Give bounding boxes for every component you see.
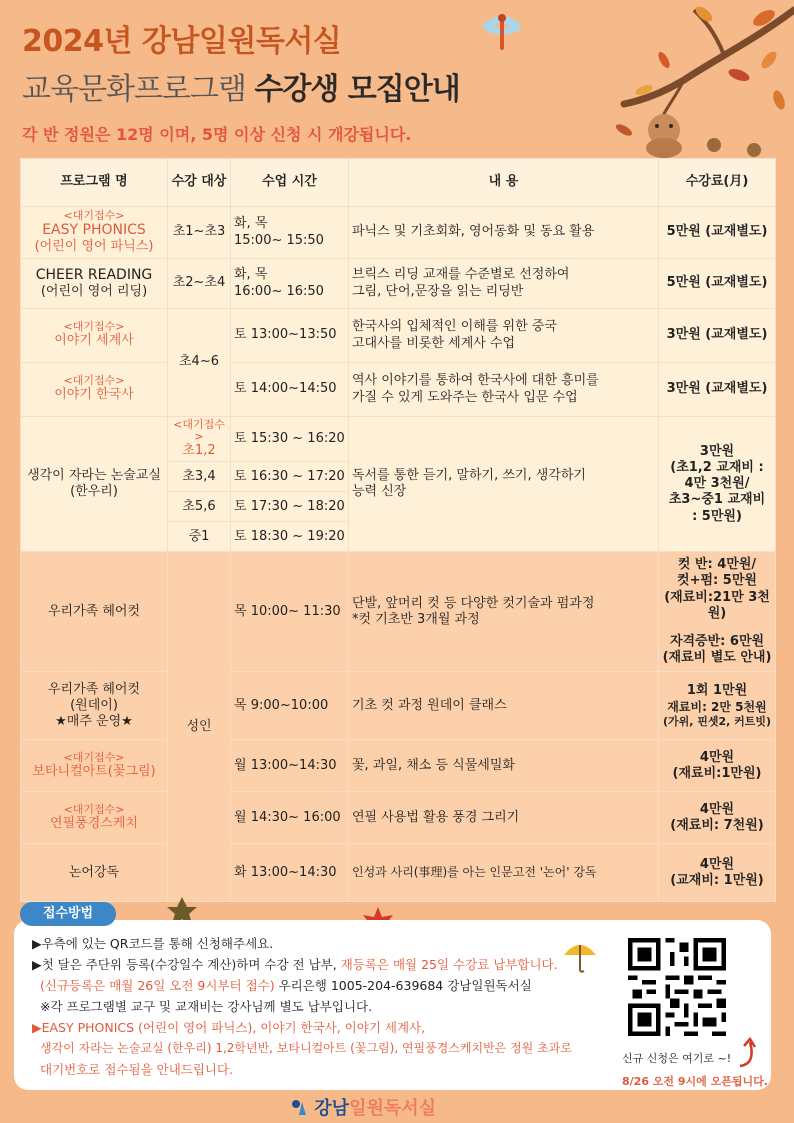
fee-line: 컷+펌: 5만원 xyxy=(677,573,757,589)
fee-line: (재료비:21만 3천원) xyxy=(664,589,770,621)
time-cell: 목 10:00~ 11:30 xyxy=(231,552,349,672)
howto-line: ▶EASY PHONICS (어린이 영어 파닉스), 이야기 한국사, 이야기 세계사, xyxy=(32,1020,426,1035)
program-name: 이야기 세계사 xyxy=(54,333,134,349)
target-cell: 초4~6 xyxy=(168,309,231,417)
program-name: 보타니컬아트(꽃그림) xyxy=(32,763,156,779)
time-hours: 15:00~ 15:50 xyxy=(234,232,324,248)
time-cell: 토 15:30 ~ 16:20 xyxy=(231,417,349,462)
fee-line: 4만원 xyxy=(699,856,735,872)
time-cell: 토 16:30 ~ 17:20 xyxy=(231,462,349,492)
footer-brand xyxy=(290,1094,436,1120)
content-line: 브릭스 리딩 교재를 수준별로 선정하여 xyxy=(352,267,570,283)
time-cell xyxy=(231,259,349,309)
fee-cell xyxy=(659,740,776,792)
time-cell: 토 14:00~14:50 xyxy=(231,363,349,417)
program-name-cell xyxy=(21,259,168,309)
program-note: ★매주 운영★ xyxy=(55,714,133,730)
time-cell xyxy=(231,207,349,259)
fee-cell: 5만원 (교재별도) xyxy=(659,259,776,309)
content-cell xyxy=(349,363,659,417)
target-cell: 초3,4 xyxy=(168,462,231,492)
target-cell: 초2~초4 xyxy=(168,259,231,309)
howto-line xyxy=(32,975,612,996)
content-line: 독서를 통한 듣기, 말하기, 쓰기, 생각하기 xyxy=(352,467,586,483)
fee-cell xyxy=(659,417,776,552)
fee-line: 4만원 xyxy=(699,801,735,817)
header-fee: 수강료(月) xyxy=(659,159,776,207)
table-row xyxy=(21,672,776,740)
fee-line: 자격증반: 6만원 xyxy=(669,634,765,650)
fee-line: (재료비 별도 안내) xyxy=(662,650,772,666)
fee-cell xyxy=(659,552,776,672)
fee-line: (교재비: 1만원) xyxy=(670,872,764,888)
waitlist-tag: <대기접수> xyxy=(63,320,125,334)
howto-highlight: 재등록은 매월 25일 수강료 납부합니다. xyxy=(340,957,558,972)
fee-line: 재료비: 2만 5천원 xyxy=(667,699,767,714)
target-cell: 초1~초3 xyxy=(168,207,231,259)
fee-cell: 3만원 (교재별도) xyxy=(659,363,776,417)
content-cell xyxy=(349,259,659,309)
fee-line: : 5만원) xyxy=(692,508,742,524)
fee-line: (가위, 핀셋2, 커트빗) xyxy=(662,714,772,728)
subtitle-part-b: 수강생 모집안내 xyxy=(254,72,460,107)
fee-line: 컷 반: 4만원/ xyxy=(677,557,757,573)
fee-cell xyxy=(659,844,776,902)
program-subname: (어린이 영어 파닉스) xyxy=(34,239,154,255)
program-name-cell xyxy=(21,417,168,552)
qr-open-notice: 8/26 오전 9시에 오픈됩니다. xyxy=(622,1075,768,1088)
time-cell: 토 17:30 ~ 18:20 xyxy=(231,492,349,522)
content-line: 단발, 앞머리 컷 등 다양한 컷기술과 펌과정 xyxy=(352,595,595,611)
time-cell: 목 9:00~10:00 xyxy=(231,672,349,740)
table-row xyxy=(21,740,776,792)
content-line: 그림, 단어,문장을 읽는 리딩반 xyxy=(352,283,524,299)
fee-cell: 3만원 (교재별도) xyxy=(659,309,776,363)
fee-line: 4만 3천원/ xyxy=(684,476,750,492)
program-name: 생각이 자라는 논술교실 xyxy=(27,467,161,483)
qr-code[interactable] xyxy=(628,938,726,1036)
fee-line: (초1,2 교재비 : xyxy=(670,459,764,475)
brand-name-b: 일원독서실 xyxy=(349,1098,437,1119)
fee-line: 4만원 xyxy=(699,749,735,765)
header-time: 수업 시간 xyxy=(231,159,349,207)
content-line: *컷 기초반 3개월 과정 xyxy=(352,611,480,627)
content-line: 고대사를 비롯한 세계사 수업 xyxy=(352,335,516,351)
program-name: 이야기 한국사 xyxy=(54,387,134,403)
time-cell: 월 13:00~14:30 xyxy=(231,740,349,792)
content-line: 가질 수 있게 도와주는 한국사 입문 수업 xyxy=(352,389,578,405)
page-title: 2024년 강남일원독서실 xyxy=(22,24,342,59)
autumn-branch-illustration xyxy=(564,0,794,170)
content-line: 한국사의 입체적인 이해를 위한 중국 xyxy=(352,319,557,335)
target-value: 초1,2 xyxy=(182,443,216,459)
howto-line: 대기번호로 접수됨을 안내드립니다. xyxy=(40,1062,234,1077)
table-row xyxy=(21,792,776,844)
table-row xyxy=(21,417,776,462)
fee-line: 초3~중1 교재비 xyxy=(668,492,766,508)
target-cell: 성인 xyxy=(168,552,231,902)
dragonfly-illustration xyxy=(478,10,526,54)
content-cell: 기초 컷 과정 원데이 클래스 xyxy=(349,672,659,740)
program-name: 우리가족 헤어컷 xyxy=(47,681,141,697)
howto-line xyxy=(32,954,612,975)
fee-cell xyxy=(659,792,776,844)
table-row xyxy=(21,207,776,259)
content-cell xyxy=(349,417,659,552)
content-cell: 꽃, 과일, 채소 등 식물세밀화 xyxy=(349,740,659,792)
program-name: CHEER READING xyxy=(35,266,153,283)
waitlist-tag: <대기접수> xyxy=(63,208,125,222)
header-content: 내 용 xyxy=(349,159,659,207)
umbrella-icon xyxy=(560,935,600,975)
time-cell: 토 13:00~13:50 xyxy=(231,309,349,363)
fee-cell: 5만원 (교재별도) xyxy=(659,207,776,259)
program-name-cell: 우리가족 헤어컷 xyxy=(21,552,168,672)
time-days: 화, 목 xyxy=(234,267,268,283)
table-row xyxy=(21,309,776,363)
program-subname: (한우리) xyxy=(70,484,118,500)
program-name: 연필풍경스케치 xyxy=(50,815,138,831)
waitlist-tag: <대기접수> xyxy=(173,418,225,444)
waitlist-tag: <대기접수> xyxy=(63,374,125,388)
howto-text: ▶첫 달은 주단위 등록(수강일수 계산)하며 수강 전 납부, xyxy=(32,957,341,972)
target-cell: 중1 xyxy=(168,522,231,552)
program-name-cell xyxy=(21,363,168,417)
target-cell xyxy=(168,417,231,462)
table-row xyxy=(21,363,776,417)
subtitle-part-a: 교육문화프로그램 xyxy=(22,72,255,107)
program-table xyxy=(20,158,776,902)
fee-line: (재료비: 7천원) xyxy=(670,817,764,833)
target-cell: 초5,6 xyxy=(168,492,231,522)
brand-name-a: 강남 xyxy=(314,1098,350,1119)
content-cell xyxy=(349,309,659,363)
program-name-cell xyxy=(21,740,168,792)
program-name-cell xyxy=(21,672,168,740)
time-cell: 화 13:00~14:30 xyxy=(231,844,349,902)
content-cell: 파닉스 및 기초회화, 영어동화 및 동요 활용 xyxy=(349,207,659,259)
program-name-cell xyxy=(21,207,168,259)
fee-spacer xyxy=(662,622,772,634)
header-target: 수강 대상 xyxy=(168,159,231,207)
howto-highlight: (신규등록은 매월 26일 오전 9시부터 접수) xyxy=(40,978,275,993)
how-to-apply-tag: 접수방법 xyxy=(20,902,116,926)
waitlist-tag: <대기접수> xyxy=(63,802,125,816)
content-cell: 연필 사용법 활용 풍경 그리기 xyxy=(349,792,659,844)
howto-line: 생각이 자라는 논술교실 (한우리) 1,2학년반, 보타니컬아트 (꽃그림), 연필풍경스케치반은 정원 초과로 xyxy=(40,1041,572,1055)
header-program: 프로그램 명 xyxy=(21,159,168,207)
qr-caption: 신규 신청은 여기로 ~! xyxy=(622,1052,732,1065)
howto-line: ※각 프로그램별 교구 및 교재비는 강사님께 별도 납부입니다. xyxy=(40,999,373,1014)
fee-line: 3만원 xyxy=(699,443,735,459)
table-row xyxy=(21,259,776,309)
fee-line: 1회 1만원 xyxy=(686,683,748,699)
content-line: 역사 이야기를 통하여 한국사에 대한 흥미를 xyxy=(352,373,599,389)
waitlist-tag: <대기접수> xyxy=(63,750,125,764)
fee-line: (재료비:1만원) xyxy=(672,765,762,781)
content-cell xyxy=(349,552,659,672)
table-row xyxy=(21,552,776,672)
time-cell: 월 14:30~ 16:00 xyxy=(231,792,349,844)
content-cell: 인성과 사리(事理)를 아는 인문고전 '논어' 강독 xyxy=(349,844,659,902)
program-name: EASY PHONICS xyxy=(42,221,146,238)
table-header-row xyxy=(21,159,776,207)
content-line: 능력 신장 xyxy=(352,484,407,500)
program-name-cell xyxy=(21,309,168,363)
capacity-notice: 각 반 정원은 12명 이며, 5명 이상 신청 시 개강됩니다. xyxy=(22,125,412,144)
arrow-up-icon xyxy=(736,1036,760,1070)
brand-logo-icon xyxy=(290,1098,308,1116)
program-name-cell: 논어강독 xyxy=(21,844,168,902)
time-hours: 16:00~ 16:50 xyxy=(234,283,324,299)
time-cell: 토 18:30 ~ 19:20 xyxy=(231,522,349,552)
page-subtitle xyxy=(22,64,460,108)
howto-text: 우리은행 1005-204-639684 강남일원독서실 xyxy=(274,978,532,993)
program-name-cell xyxy=(21,792,168,844)
time-days: 화, 목 xyxy=(234,216,268,232)
howto-line: ▶우측에 있는 QR코드를 통해 신청해주세요. xyxy=(32,936,274,951)
fee-cell xyxy=(659,672,776,740)
program-subname: (원데이) xyxy=(70,697,118,713)
table-row xyxy=(21,844,776,902)
program-subname: (어린이 영어 리딩) xyxy=(40,284,148,300)
how-to-apply-text xyxy=(32,933,612,1080)
